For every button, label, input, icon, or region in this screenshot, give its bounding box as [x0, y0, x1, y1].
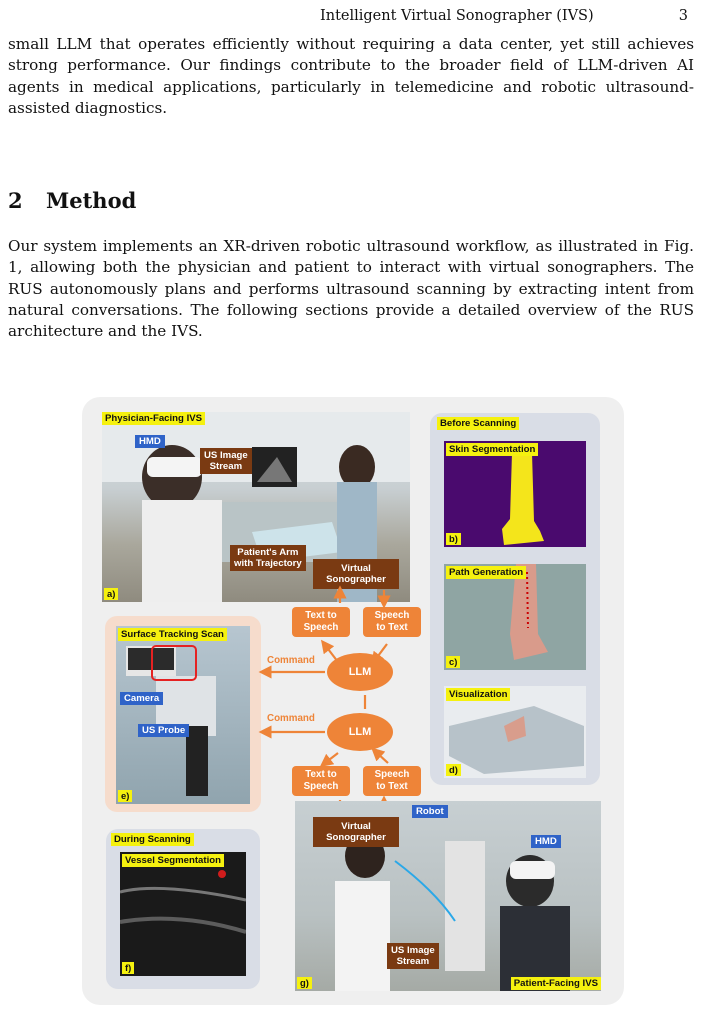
virtual-sonographer-top: Virtual Sonographer: [313, 559, 399, 589]
text-to-speech-bottom: Text to Speech: [292, 766, 350, 796]
panel-f-title: Vessel Segmentation: [122, 854, 224, 867]
panel-g-title: Patient-Facing IVS: [511, 977, 601, 990]
panel-d-title: Visualization: [446, 688, 510, 701]
panel-c-letter: c): [446, 656, 460, 668]
virtual-sonographer-bottom: Virtual Sonographer: [313, 817, 399, 847]
method-paragraph: Our system implements an XR-driven robotic ultrasound workflow, as illustrated in Fig. 1, allowing both the physician and patient to interact with virtual sonographers. The RUS autonomously plans and performs ultrasound scanning by extracting intent from natural conversations. The following sections provide a detailed overview of the RUS architecture and the IVS.: [8, 237, 694, 341]
panel-a-letter: a): [104, 588, 118, 600]
running-head: [320, 8, 690, 24]
llm-top: LLM: [327, 653, 393, 691]
panel-g-letter: g): [297, 977, 312, 989]
panel-g-stream-tag: US Image Stream: [387, 943, 439, 969]
panel-f-photo: [120, 852, 246, 976]
section-number: 2: [8, 188, 23, 213]
section-title: Method: [46, 188, 137, 213]
section-heading: [8, 188, 136, 213]
panel-b-title: Skin Segmentation: [446, 443, 538, 456]
panel-f-letter: f): [122, 962, 134, 974]
panel-d-letter: d): [446, 764, 461, 776]
panel-e-probe-tag: US Probe: [138, 724, 189, 737]
ultrasound-image: [120, 852, 246, 976]
panel-a-stream-tag: US Image Stream: [200, 448, 252, 474]
panel-a-title: Physician-Facing IVS: [102, 412, 205, 425]
before-scanning-title: Before Scanning: [437, 417, 519, 430]
panel-c-title: Path Generation: [446, 566, 526, 579]
speech-to-text-top: Speech to Text: [363, 607, 421, 637]
panel-g-robot-tag: Robot: [412, 805, 448, 818]
speech-to-text-bottom: Speech to Text: [363, 766, 421, 796]
panel-a-hmd-tag: HMD: [135, 435, 165, 448]
panel-e-letter: e): [118, 790, 132, 802]
panel-e-title: Surface Tracking Scan: [118, 628, 227, 641]
panel-b-letter: b): [446, 533, 461, 545]
page-number: 3: [678, 8, 688, 24]
command-label-top: Command: [267, 655, 315, 666]
llm-bottom: LLM: [327, 713, 393, 751]
panel-a-arm-tag: Patient's Arm with Trajectory: [230, 545, 306, 571]
intro-paragraph: small LLM that operates efficiently without requiring a data center, yet still achieves strong performance. Our findings contribute to the broader field of LLM-driven AI agents in medical applications, particularly in telemedicine and robotic ultrasound-assisted diagnostics.: [8, 35, 694, 117]
panel-g-hmd-tag: HMD: [531, 835, 561, 848]
during-scanning-title: During Scanning: [111, 833, 194, 846]
text-to-speech-top: Text to Speech: [292, 607, 350, 637]
figure-1: [82, 397, 624, 1005]
panel-e-camera-tag: Camera: [120, 692, 163, 705]
running-title: Intelligent Virtual Sonographer (IVS): [320, 8, 594, 24]
command-label-bottom: Command: [267, 713, 315, 724]
